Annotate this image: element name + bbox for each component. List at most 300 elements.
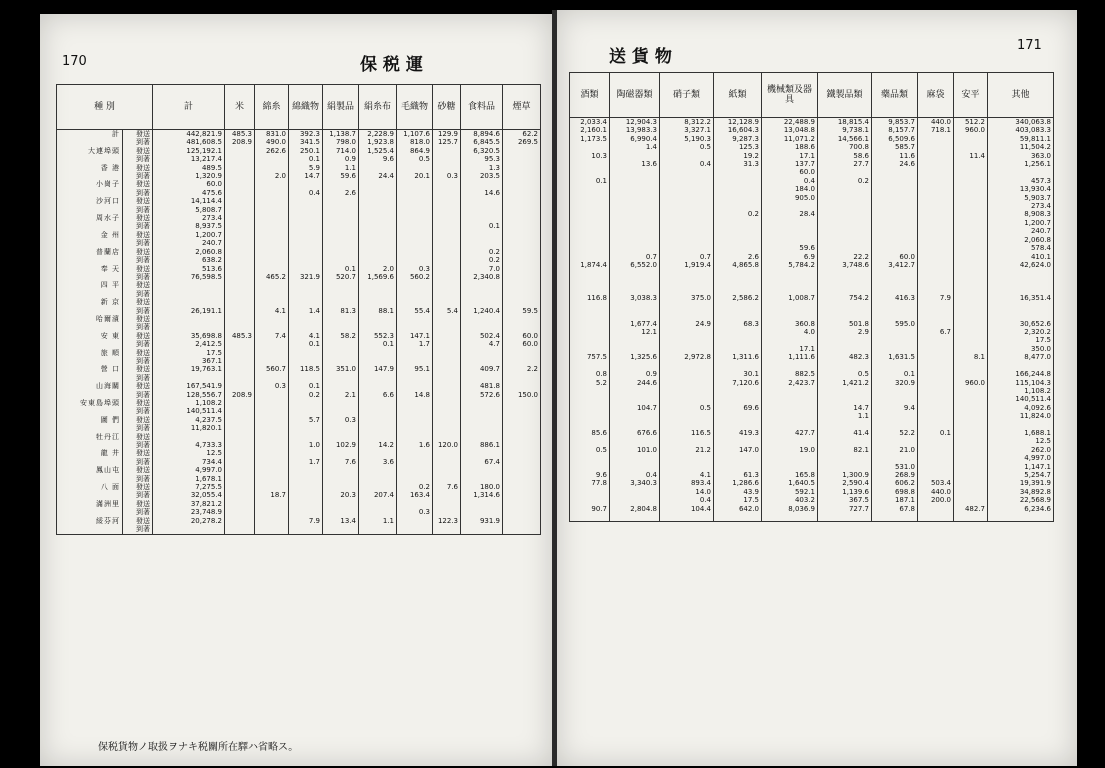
table-cell [570, 278, 610, 286]
table-cell: 642.0 [714, 505, 762, 513]
table-row [570, 370, 1054, 378]
table-cell: 115,104.3 [988, 379, 1054, 387]
table-cell: 1,640.5 [762, 479, 818, 487]
station-name: 旅 順 [57, 349, 123, 357]
table-cell: 60.0 [153, 180, 225, 188]
table-cell: 122.3 [433, 517, 461, 525]
table-cell [762, 336, 818, 344]
table-cell [660, 244, 714, 252]
table-cell [818, 236, 872, 244]
table-cell [570, 362, 610, 370]
table-cell [954, 286, 988, 294]
table-cell: 59.6 [323, 172, 359, 180]
table-cell [954, 437, 988, 445]
table-cell: 360.8 [762, 320, 818, 328]
table-cell [289, 475, 323, 483]
table-cell [255, 349, 289, 357]
table-cell [503, 525, 541, 534]
table-cell [714, 194, 762, 202]
table-cell: 1,569.6 [359, 273, 397, 281]
table-cell [988, 311, 1054, 319]
table-row [57, 382, 541, 390]
table-cell [818, 168, 872, 176]
table-cell [762, 286, 818, 294]
table-cell [225, 147, 255, 155]
table-cell [660, 236, 714, 244]
table-cell [359, 407, 397, 415]
table-cell: 22.2 [818, 253, 872, 261]
table-cell [255, 449, 289, 457]
table-cell [397, 290, 433, 298]
table-row [57, 424, 541, 432]
table-cell: 4,237.5 [153, 416, 225, 424]
table-cell: 140,511.4 [153, 407, 225, 415]
table-cell: 0.4 [660, 160, 714, 168]
table-cell: 59.6 [762, 244, 818, 252]
table-cell [289, 239, 323, 247]
table-cell [461, 214, 503, 222]
table-cell: 7.9 [289, 517, 323, 525]
table-cell: 5,784.2 [762, 261, 818, 269]
table-cell: 714.0 [323, 147, 359, 155]
table-cell [255, 416, 289, 424]
table-cell [359, 483, 397, 491]
table-cell [255, 315, 289, 323]
table-row [570, 320, 1054, 328]
table-cell [433, 491, 461, 499]
table-cell [570, 488, 610, 496]
station-name [57, 138, 123, 146]
table-cell [954, 294, 988, 302]
station-name [57, 323, 123, 331]
table-row [570, 126, 1054, 134]
table-cell [433, 391, 461, 399]
table-cell: 4.1 [289, 332, 323, 340]
table-cell: 16,351.4 [988, 294, 1054, 302]
table-cell [359, 239, 397, 247]
direction-label: 到著 [123, 525, 153, 534]
table-cell [818, 395, 872, 403]
table-cell: 501.8 [818, 320, 872, 328]
table-cell [660, 311, 714, 319]
table-row [57, 281, 541, 289]
table-cell [255, 197, 289, 205]
direction-label: 到著 [123, 239, 153, 247]
table-row [57, 357, 541, 365]
table-cell [503, 222, 541, 230]
page-number-right: 171 [1017, 38, 1042, 53]
table-cell [359, 231, 397, 239]
table-cell [397, 349, 433, 357]
table-cell: 166,244.8 [988, 370, 1054, 378]
table-cell: 167,541.9 [153, 382, 225, 390]
table-cell [610, 244, 660, 252]
table-cell [289, 433, 323, 441]
table-cell [255, 298, 289, 306]
table-cell [359, 357, 397, 365]
table-cell [872, 421, 918, 429]
table-cell [225, 458, 255, 466]
table-cell: 95.3 [461, 155, 503, 163]
table-cell: 140,511.4 [988, 395, 1054, 403]
table-cell: 5.7 [289, 416, 323, 424]
table-cell [461, 508, 503, 516]
table-cell: 6,552.0 [610, 261, 660, 269]
table-cell [225, 231, 255, 239]
table-cell: 22,568.9 [988, 496, 1054, 504]
table-cell [503, 374, 541, 382]
table-cell [433, 206, 461, 214]
table-cell [872, 454, 918, 462]
station-name: 營 口 [57, 365, 123, 373]
table-cell: 572.6 [461, 391, 503, 399]
station-name [57, 189, 123, 197]
direction-label: 到著 [123, 256, 153, 264]
table-row [570, 345, 1054, 353]
table-cell [918, 168, 954, 176]
direction-label: 發送 [123, 433, 153, 441]
table-cell [818, 454, 872, 462]
table-cell [433, 222, 461, 230]
table-cell [433, 231, 461, 239]
table-cell [762, 421, 818, 429]
table-cell [610, 463, 660, 471]
table-row [57, 256, 541, 264]
table-cell: 0.8 [570, 370, 610, 378]
table-cell [714, 202, 762, 210]
table-cell: 244.6 [610, 379, 660, 387]
table-cell [503, 180, 541, 188]
table-cell: 8,937.5 [153, 222, 225, 230]
table-cell: 6,845.5 [461, 138, 503, 146]
table-cell: 17.5 [988, 336, 1054, 344]
table-cell: 273.4 [153, 214, 225, 222]
table-cell: 0.1 [570, 177, 610, 185]
table-cell [225, 407, 255, 415]
table-cell: 269.5 [503, 138, 541, 146]
table-cell [714, 185, 762, 193]
column-header: 鐵製品類 [818, 73, 872, 118]
table-row [570, 135, 1054, 143]
station-name [57, 172, 123, 180]
table-cell [954, 446, 988, 454]
direction-label: 到著 [123, 391, 153, 399]
table-cell: 0.3 [323, 416, 359, 424]
table-cell [359, 382, 397, 390]
table-cell: 5.9 [289, 164, 323, 172]
table-cell: 1,111.6 [762, 353, 818, 361]
table-cell [872, 412, 918, 420]
table-cell: 77.8 [570, 479, 610, 487]
table-cell [225, 239, 255, 247]
table-cell: 2.6 [323, 189, 359, 197]
table-row [570, 236, 1054, 244]
table-cell [323, 399, 359, 407]
table-cell [225, 466, 255, 474]
station-name [57, 374, 123, 382]
table-cell [359, 349, 397, 357]
table-cell [397, 525, 433, 534]
table-row [57, 231, 541, 239]
table-cell: 905.0 [762, 194, 818, 202]
table-cell: 0.1 [323, 265, 359, 273]
table-cell [225, 197, 255, 205]
table-cell [872, 345, 918, 353]
table-cell [570, 185, 610, 193]
table-cell [954, 370, 988, 378]
table-cell [359, 164, 397, 172]
table-cell: 4.7 [461, 340, 503, 348]
table-cell [255, 206, 289, 214]
left-page [40, 14, 552, 766]
table-cell [954, 261, 988, 269]
table-cell [988, 286, 1054, 294]
table-cell [610, 488, 660, 496]
table-cell [818, 244, 872, 252]
table-cell [225, 475, 255, 483]
table-cell [503, 449, 541, 457]
table-cell [359, 197, 397, 205]
table-cell [570, 236, 610, 244]
table-cell [660, 370, 714, 378]
table-cell: 490.0 [255, 138, 289, 146]
table-cell: 137.7 [762, 160, 818, 168]
column-header: 計 [153, 85, 225, 130]
direction-label: 到著 [123, 340, 153, 348]
table-row [570, 488, 1054, 496]
table-cell: 14,566.1 [818, 135, 872, 143]
table-cell: 1,286.6 [714, 479, 762, 487]
table-cell [714, 244, 762, 252]
table-cell [255, 231, 289, 239]
table-cell: 61.3 [714, 471, 762, 479]
table-cell: 2.0 [359, 265, 397, 273]
table-row [570, 143, 1054, 151]
table-cell [714, 513, 762, 522]
table-cell [461, 466, 503, 474]
table-cell [660, 345, 714, 353]
table-cell [255, 256, 289, 264]
table-cell: 1,874.4 [570, 261, 610, 269]
table-row [57, 315, 541, 323]
table-row [570, 177, 1054, 185]
table-cell: 11.4 [954, 152, 988, 160]
table-cell [289, 298, 323, 306]
table-cell: 4,997.0 [153, 466, 225, 474]
table-cell [255, 441, 289, 449]
table-cell [988, 362, 1054, 370]
table-cell [323, 290, 359, 298]
table-cell [255, 265, 289, 273]
table-cell [503, 416, 541, 424]
table-cell: 14.2 [359, 441, 397, 449]
table-cell [225, 323, 255, 331]
table-cell: 4.1 [660, 471, 714, 479]
table-cell: 7.4 [255, 332, 289, 340]
table-cell: 88.1 [359, 307, 397, 315]
table-cell [610, 202, 660, 210]
table-cell [660, 379, 714, 387]
table-cell: 7.9 [918, 294, 954, 302]
table-cell: 120.0 [433, 441, 461, 449]
table-row [57, 508, 541, 516]
table-cell [255, 399, 289, 407]
table-cell [503, 273, 541, 281]
table-cell [397, 407, 433, 415]
table-cell [397, 374, 433, 382]
table-cell: 442,821.9 [153, 130, 225, 139]
table-row [570, 328, 1054, 336]
table-cell [660, 303, 714, 311]
table-cell: 4.1 [255, 307, 289, 315]
table-cell [610, 303, 660, 311]
table-cell: 403.2 [762, 496, 818, 504]
table-cell [570, 269, 610, 277]
table-cell [660, 387, 714, 395]
table-cell [503, 315, 541, 323]
table-cell: 0.3 [397, 265, 433, 273]
table-cell [255, 483, 289, 491]
table-cell [918, 395, 954, 403]
table-cell: 585.7 [872, 143, 918, 151]
table-cell [918, 236, 954, 244]
table-cell: 0.3 [397, 508, 433, 516]
table-cell [289, 265, 323, 273]
table-cell [461, 416, 503, 424]
table-cell [433, 382, 461, 390]
table-cell: 203.5 [461, 172, 503, 180]
table-cell [225, 222, 255, 230]
table-row [57, 407, 541, 415]
table-row [57, 500, 541, 508]
table-cell [323, 349, 359, 357]
table-cell [433, 290, 461, 298]
table-cell: 754.2 [818, 294, 872, 302]
direction-label: 發送 [123, 214, 153, 222]
table-cell [954, 454, 988, 462]
table-cell: 125.7 [433, 138, 461, 146]
table-cell [433, 332, 461, 340]
table-cell [714, 387, 762, 395]
table-cell [872, 395, 918, 403]
table-cell: 0.4 [762, 177, 818, 185]
table-cell: 4,733.3 [153, 441, 225, 449]
table-cell [397, 424, 433, 432]
table-cell: 4,997.0 [988, 454, 1054, 462]
table-cell [954, 311, 988, 319]
table-cell: 6.9 [762, 253, 818, 261]
table-cell [818, 202, 872, 210]
table-cell [762, 303, 818, 311]
table-cell [323, 483, 359, 491]
table-cell: 375.0 [660, 294, 714, 302]
table-cell: 0.2 [714, 210, 762, 218]
direction-label: 到著 [123, 206, 153, 214]
table-cell: 1.4 [289, 307, 323, 315]
table-cell: 482.7 [954, 505, 988, 513]
table-row [570, 446, 1054, 454]
table-row [570, 152, 1054, 160]
table-cell [397, 180, 433, 188]
table-cell: 17.5 [714, 496, 762, 504]
column-header: 硝子類 [660, 73, 714, 118]
table-cell [954, 219, 988, 227]
table-cell [610, 387, 660, 395]
table-cell: 24.6 [872, 160, 918, 168]
table-cell [503, 256, 541, 264]
table-cell [503, 357, 541, 365]
table-cell: 798.0 [323, 138, 359, 146]
table-cell [872, 236, 918, 244]
table-cell [255, 475, 289, 483]
table-cell [225, 491, 255, 499]
table-cell: 676.6 [610, 429, 660, 437]
table-cell [225, 214, 255, 222]
table-cell: 7.0 [461, 265, 503, 273]
direction-label: 到著 [123, 307, 153, 315]
table-cell: 104.4 [660, 505, 714, 513]
table-cell: 2,340.8 [461, 273, 503, 281]
table-row [57, 290, 541, 298]
table-cell [359, 399, 397, 407]
footnote: 保税貨物ノ取扱ヲナキ税關所在驛ハ省略ス。 [98, 742, 299, 753]
station-name: 山海關 [57, 382, 123, 390]
table-row [570, 118, 1054, 127]
table-cell: 7,120.6 [714, 379, 762, 387]
direction-label: 到著 [123, 424, 153, 432]
table-cell [988, 168, 1054, 176]
table-cell [397, 189, 433, 197]
table-cell [714, 454, 762, 462]
table-row [57, 433, 541, 441]
table-cell: 13.4 [323, 517, 359, 525]
table-cell: 17.1 [762, 152, 818, 160]
table-cell [255, 466, 289, 474]
table-cell [359, 416, 397, 424]
table-cell [461, 357, 503, 365]
table-cell [225, 315, 255, 323]
table-cell [289, 399, 323, 407]
table-cell [225, 441, 255, 449]
table-row [57, 458, 541, 466]
table-cell [503, 466, 541, 474]
table-cell: 2,228.9 [359, 130, 397, 139]
direction-label: 到著 [123, 407, 153, 415]
table-cell [359, 449, 397, 457]
table-row [57, 248, 541, 256]
table-cell: 147.1 [397, 332, 433, 340]
table-cell: 147.0 [714, 446, 762, 454]
table-row [570, 496, 1054, 504]
table-cell [255, 189, 289, 197]
direction-label: 到著 [123, 441, 153, 449]
direction-label: 發送 [123, 517, 153, 525]
table-cell: 403,083.3 [988, 126, 1054, 134]
table-cell: 831.0 [255, 130, 289, 139]
table-cell: 3.6 [359, 458, 397, 466]
table-cell: 10.3 [570, 152, 610, 160]
table-cell [461, 349, 503, 357]
station-name [57, 340, 123, 348]
right-page [557, 10, 1077, 766]
direction-label: 到著 [123, 374, 153, 382]
table-cell [461, 231, 503, 239]
table-cell [660, 185, 714, 193]
table-cell [818, 194, 872, 202]
table-cell: 0.1 [359, 340, 397, 348]
table-cell [918, 278, 954, 286]
table-cell [610, 345, 660, 353]
